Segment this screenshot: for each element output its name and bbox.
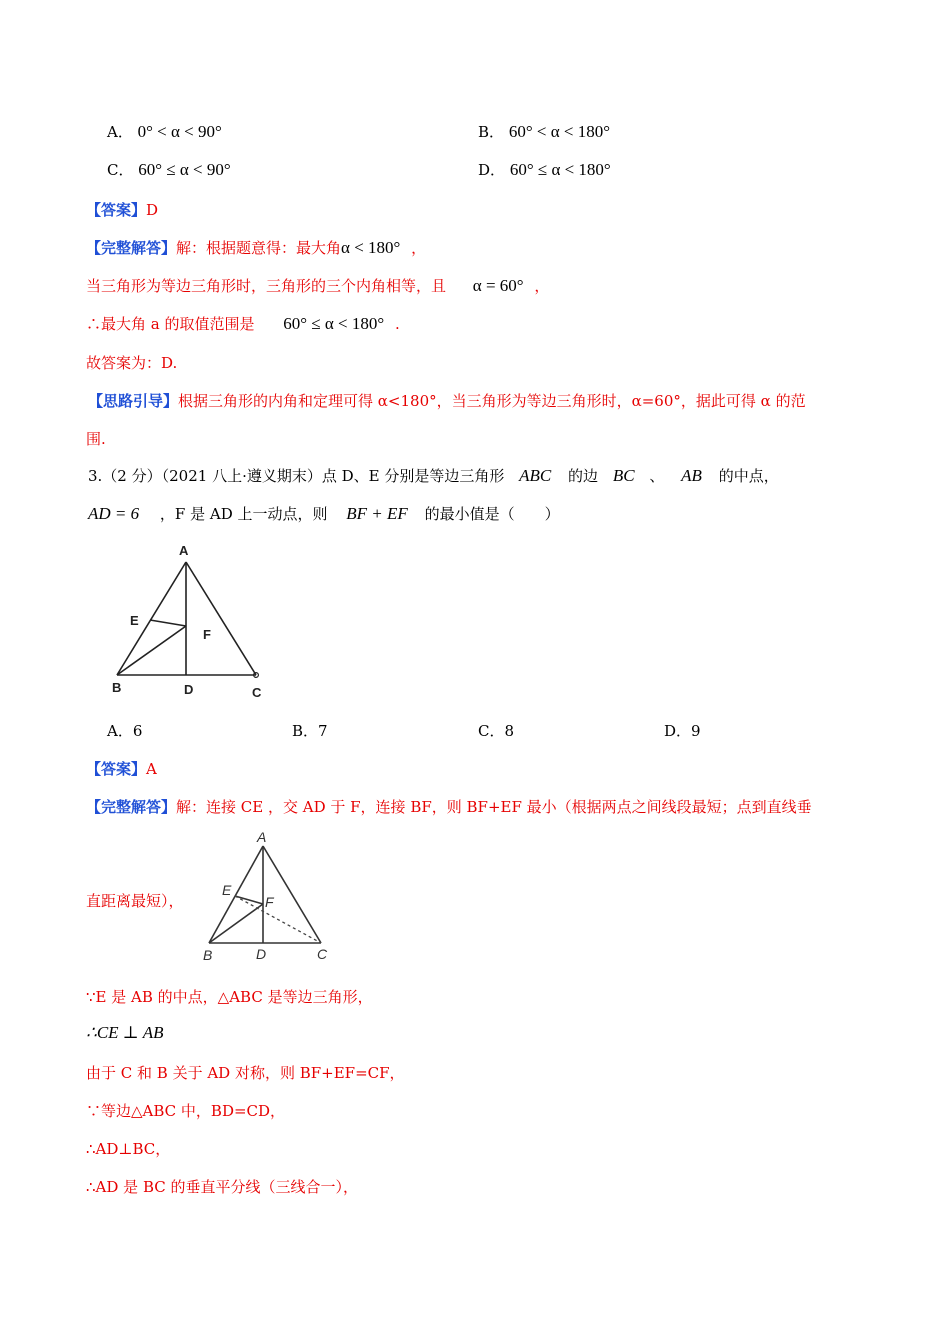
answer-tag: 【答案】 <box>86 760 147 778</box>
stem-math-ab: AB <box>681 466 702 485</box>
q3-solution-line1-cont: 直距离最短）， <box>86 892 184 910</box>
q3-step-1: ∵E 是 AB 的中点，△ABC 是等边三角形， <box>86 988 373 1006</box>
option-letter: D． <box>478 161 506 179</box>
q3-option-a <box>107 720 142 741</box>
label-e: E <box>130 613 139 628</box>
q2-hint <box>88 390 806 411</box>
label-d: D <box>256 946 267 962</box>
triangle-figure-2 <box>195 828 340 968</box>
stem-sep: 、 <box>649 467 665 485</box>
q2-option-c <box>107 159 231 180</box>
q2-solution-line3 <box>86 313 400 334</box>
option-letter: A． <box>107 722 133 740</box>
stem-math-ad: AD = 6 <box>88 504 140 523</box>
solution-text: 解：连接 CE ，交 AD 于 F，连接 BF，则 BF+EF 最小（根据两点之间线段最短；点到直线垂 <box>176 798 812 816</box>
segment-ef <box>150 620 186 626</box>
solution-tail: . <box>394 315 400 333</box>
solution-text: ∴最大角 a 的取值范围是 <box>86 315 255 333</box>
option-value: 8 <box>504 722 515 740</box>
q3-option-c <box>478 720 514 741</box>
label-f: F <box>203 627 211 642</box>
solution-math: 60° ≤ α < 180° <box>283 314 385 333</box>
option-letter: D． <box>664 722 692 740</box>
q3-stem-line2 <box>88 503 560 524</box>
q2-solution-line2 <box>86 275 549 296</box>
label-c: C <box>252 685 262 700</box>
label-d: D <box>184 682 194 697</box>
q3-step-4: ∵等边△ABC 中，BD=CD， <box>86 1102 286 1120</box>
option-math: 60° < α < 180° <box>508 122 610 141</box>
step-math: ∴CE ⊥ AB <box>86 1023 164 1042</box>
solution-tag: 【完整解答】 <box>86 798 177 816</box>
triangle-figure-1 <box>100 540 280 705</box>
q3-step-5: ∴AD⊥BC， <box>86 1140 171 1158</box>
solution-text: 当三角形为等边三角形时，三角形的三个内角相等，且 <box>86 277 447 295</box>
q2-option-b <box>478 121 610 142</box>
q3-option-b <box>292 720 328 741</box>
solution-tail: ， <box>411 239 427 257</box>
option-math: 0° < α < 90° <box>137 122 222 141</box>
q3-option-d <box>664 720 701 741</box>
q2-solution-line1 <box>86 237 426 258</box>
q3-step-6: ∴AD 是 BC 的垂直平分线（三线合一）， <box>86 1178 358 1196</box>
q2-hint-cont: 围. <box>86 430 106 448</box>
stem-math-abc: ABC <box>519 466 552 485</box>
solution-math: α = 60° <box>472 276 524 295</box>
option-math: 60° ≤ α < 180° <box>509 160 611 179</box>
label-b: B <box>112 680 122 695</box>
solution-tag: 【完整解答】 <box>86 239 177 257</box>
segment-bf <box>117 626 186 675</box>
segment-ab <box>209 846 263 943</box>
stem-text: 的边 <box>568 467 599 485</box>
label-a: A <box>257 829 267 845</box>
option-letter: C． <box>107 161 134 179</box>
q3-solution-line1 <box>86 796 812 817</box>
q2-solution-line4: 故答案为：D. <box>86 354 178 372</box>
q3-step-2 <box>86 1023 164 1043</box>
option-value: 7 <box>318 722 328 740</box>
stem-prefix: 3.（2 分）（2021 八上·遵义期末）点 D、E 分别是等边三角形 <box>88 467 505 485</box>
q2-answer <box>86 199 158 220</box>
label-a: A <box>179 543 189 558</box>
answer-value: D <box>146 201 159 219</box>
segment-ef <box>235 896 263 904</box>
segment-ab <box>117 562 186 675</box>
hint-tag: 【思路引导】 <box>88 392 179 410</box>
solution-tail: ， <box>534 277 550 295</box>
option-math: 60° ≤ α < 90° <box>138 160 231 179</box>
label-e: E <box>222 882 232 898</box>
label-f: F <box>265 894 274 910</box>
segment-ce-dashed <box>235 896 321 943</box>
stem-text: ，F 是 AD 上一动点，则 <box>159 505 328 523</box>
option-value: 9 <box>691 722 701 740</box>
q2-option-a <box>107 121 222 142</box>
stem-math-bc: BC <box>612 466 635 485</box>
q3-stem-line1 <box>88 465 779 486</box>
label-b: B <box>203 947 213 963</box>
stem-tail: 的最小值是（ ） <box>424 505 560 523</box>
stem-math-bfef: BF + EF <box>346 504 408 523</box>
label-c: C <box>317 946 328 962</box>
option-letter: A． <box>107 123 133 141</box>
q3-step-3: 由于 C 和 B 关于 AD 对称，则 BF+EF=CF， <box>86 1064 405 1082</box>
option-letter: B． <box>292 722 319 740</box>
hint-text: 根据三角形的内角和定理可得 α<180°，当三角形为等边三角形时，α=60°，据此可得 α 的范 <box>178 392 806 410</box>
option-value: 6 <box>132 722 143 740</box>
q3-answer <box>86 758 157 779</box>
option-letter: B． <box>478 123 505 141</box>
stem-text: 的中点， <box>718 467 779 485</box>
segment-bf <box>209 904 263 943</box>
solution-math: α < 180° <box>341 238 401 257</box>
answer-tag: 【答案】 <box>86 201 147 219</box>
option-letter: C． <box>478 722 505 740</box>
q2-option-d <box>478 159 611 180</box>
answer-value: A <box>146 760 157 778</box>
segment-ac <box>186 562 256 675</box>
solution-text: 解：根据题意得：最大角 <box>176 239 342 257</box>
